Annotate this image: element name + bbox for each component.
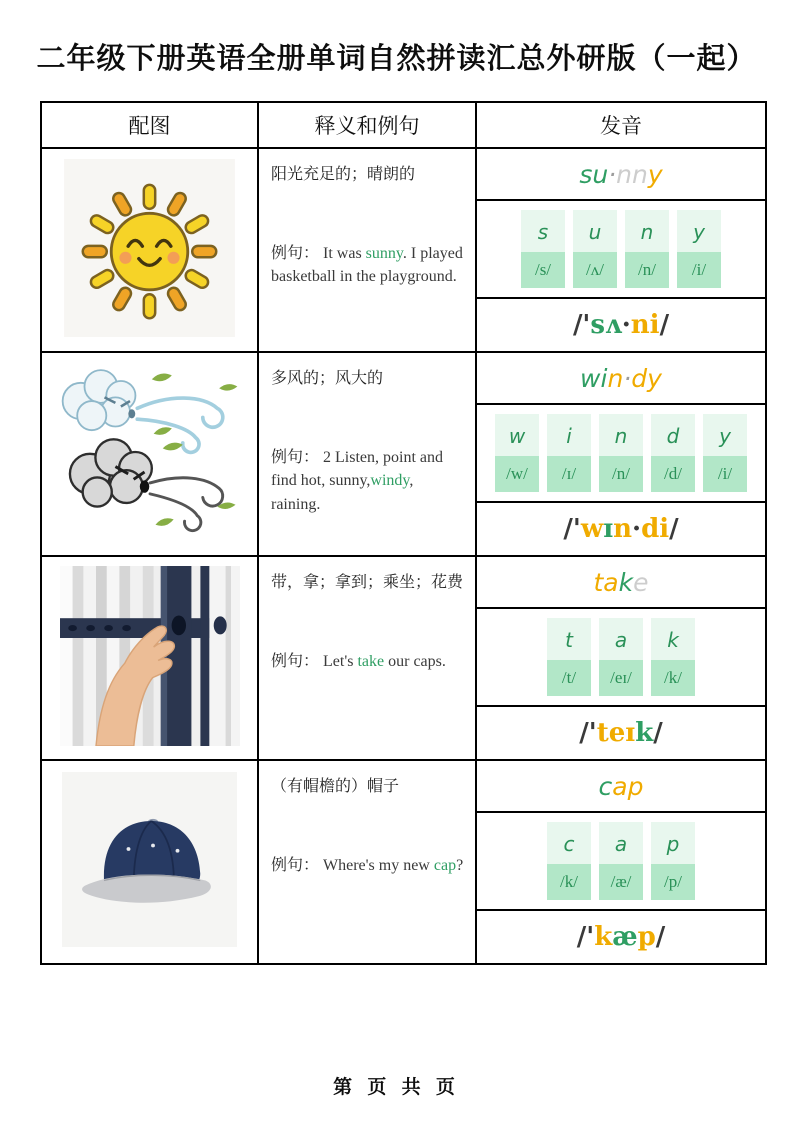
phonics-box	[703, 414, 747, 492]
phonics-box	[547, 618, 591, 696]
example-label: 例句：	[271, 857, 320, 875]
example-sentence	[271, 242, 465, 288]
text-segment: . I played basketball in the playground.	[271, 245, 467, 286]
word-definition: 阳光充足的；晴朗的	[271, 166, 416, 183]
text-segment: cap	[433, 857, 457, 875]
text-segment: k	[594, 922, 613, 952]
word-rows	[41, 148, 766, 964]
example-text	[323, 653, 446, 670]
phonics-sound: /i/	[677, 252, 721, 288]
wind-clouds-icon	[49, 361, 251, 543]
phonics-letter: a	[599, 822, 643, 864]
phonics-sound: /p/	[651, 864, 695, 900]
vocab-table	[40, 101, 767, 965]
phonics-sound: /k/	[651, 660, 695, 696]
phonics-letter: s	[521, 210, 565, 252]
text-segment: /'	[576, 922, 595, 952]
text-segment: n	[607, 363, 624, 393]
table-row	[41, 148, 766, 352]
text-segment: Where's my new	[323, 857, 434, 875]
text-segment: æ	[612, 922, 638, 952]
page-footer: 第 页 共 页	[333, 1077, 460, 1098]
text-segment: n	[613, 514, 633, 544]
text-segment: e	[633, 567, 649, 597]
text-segment: di	[641, 514, 670, 544]
text-segment: ·	[608, 159, 617, 189]
word-display	[477, 761, 765, 813]
text-segment: nn	[616, 159, 648, 189]
page-title: 二年级下册英语全册单词自然拼读汇总外研版（一起）	[36, 43, 757, 75]
table-row	[41, 556, 766, 760]
text-segment: /	[659, 310, 670, 340]
text-segment: windy	[370, 472, 410, 490]
phonics-letter: y	[677, 210, 721, 252]
text-segment: It was	[323, 245, 366, 263]
phonics-sound: /n/	[599, 456, 643, 492]
phonics-box	[651, 618, 695, 696]
phonics-sound: /ʌ/	[573, 252, 617, 288]
phonics-letter: p	[651, 822, 695, 864]
text-segment: ·	[623, 363, 632, 393]
text-segment: /	[655, 922, 666, 952]
text-segment: 2 Listen, point and find hot, sunny,	[271, 449, 447, 490]
phonics-box	[599, 414, 643, 492]
text-segment: p	[627, 771, 644, 801]
example-label: 例句：	[271, 653, 320, 671]
phonics-sound: /n/	[625, 252, 669, 288]
example-sentence	[271, 446, 465, 516]
ipa-display	[477, 503, 765, 555]
text-segment: teɪ	[596, 718, 636, 748]
phonics-letter: c	[547, 822, 591, 864]
phonics-box	[677, 210, 721, 288]
text-segment: ·	[621, 310, 631, 340]
phonics-sound: /t/	[547, 660, 591, 696]
text-segment: /'	[572, 310, 591, 340]
text-segment: /	[653, 718, 663, 748]
text-segment: ɪ	[603, 514, 614, 544]
phonics-sound: /w/	[495, 456, 539, 492]
phonics-box	[521, 210, 565, 288]
phonics-box	[599, 618, 643, 696]
text-segment: our caps.	[384, 653, 446, 671]
text-segment: , raining.	[271, 472, 418, 513]
text-segment: /'	[579, 718, 597, 748]
text-segment: c	[598, 771, 613, 801]
example-sentence	[271, 854, 465, 877]
phonics-sound: /æ/	[599, 864, 643, 900]
header-illustration: 配图	[41, 102, 258, 148]
phonics-sound: /s/	[521, 252, 565, 288]
text-segment: sʌ	[590, 310, 622, 340]
text-segment: su	[579, 159, 609, 189]
text-segment: take	[357, 653, 385, 671]
phonics-boxes	[477, 201, 765, 299]
text-segment: dy	[631, 363, 662, 393]
phonics-boxes	[477, 405, 765, 503]
phonics-letter: n	[599, 414, 643, 456]
text-segment: w	[580, 363, 601, 393]
text-segment: k	[635, 718, 654, 748]
phonics-box	[625, 210, 669, 288]
phonics-letter: a	[599, 618, 643, 660]
word-definition: （有帽檐的）帽子	[271, 778, 400, 795]
text-segment: ta	[593, 567, 619, 597]
phonics-letter: i	[547, 414, 591, 456]
example-text	[323, 857, 463, 874]
text-segment: sunny	[365, 245, 403, 263]
text-segment: ·	[632, 514, 642, 544]
phonics-box	[573, 210, 617, 288]
text-segment: i	[600, 363, 608, 393]
word-definition: 带，拿；拿到；乘坐；花费	[271, 574, 464, 591]
hand-taking-binder-icon	[52, 566, 248, 746]
ipa-display	[477, 911, 765, 963]
example-label: 例句：	[271, 245, 320, 263]
cap-icon	[57, 772, 242, 947]
example-label: 例句：	[271, 449, 320, 467]
phonics-box	[495, 414, 539, 492]
illustration	[41, 352, 258, 556]
ipa-display	[477, 299, 765, 351]
text-segment: p	[637, 922, 656, 952]
phonics-sound: /d/	[651, 456, 695, 492]
phonics-boxes	[477, 813, 765, 911]
example-sentence	[271, 650, 465, 673]
phonics-letter: d	[651, 414, 695, 456]
sun-icon	[58, 159, 241, 337]
phonics-boxes	[477, 609, 765, 707]
phonics-sound: /k/	[547, 864, 591, 900]
table-row	[41, 352, 766, 556]
phonics-sound: /ɪ/	[547, 456, 591, 492]
phonics-box	[547, 414, 591, 492]
illustration	[41, 148, 258, 352]
ipa-display	[477, 707, 765, 759]
word-display	[477, 149, 765, 201]
word-definition: 多风的；风大的	[271, 370, 384, 387]
phonics-box	[599, 822, 643, 900]
text-segment: y	[647, 159, 663, 189]
text-segment: a	[612, 771, 628, 801]
word-display	[477, 557, 765, 609]
text-segment: ?	[456, 857, 464, 875]
text-segment: /	[669, 514, 679, 544]
phonics-letter: k	[651, 618, 695, 660]
header-definition: 释义和例句	[258, 102, 476, 148]
illustration	[41, 556, 258, 760]
text-segment: Let's	[323, 653, 358, 671]
phonics-letter: u	[573, 210, 617, 252]
phonics-sound: /eɪ/	[599, 660, 643, 696]
phonics-letter: y	[703, 414, 747, 456]
text-segment: w	[580, 514, 604, 544]
phonics-sound: /i/	[703, 456, 747, 492]
header-row	[41, 102, 766, 148]
word-display	[477, 353, 765, 405]
phonics-letter: n	[625, 210, 669, 252]
text-segment: k	[618, 567, 634, 597]
text-segment: /'	[563, 514, 581, 544]
text-segment: ni	[630, 310, 660, 340]
phonics-box	[651, 822, 695, 900]
phonics-box	[651, 414, 695, 492]
phonics-letter: t	[547, 618, 591, 660]
table-row	[41, 760, 766, 964]
illustration	[41, 760, 258, 964]
phonics-letter: w	[495, 414, 539, 456]
phonics-box	[547, 822, 591, 900]
header-pronunciation: 发音	[476, 102, 766, 148]
